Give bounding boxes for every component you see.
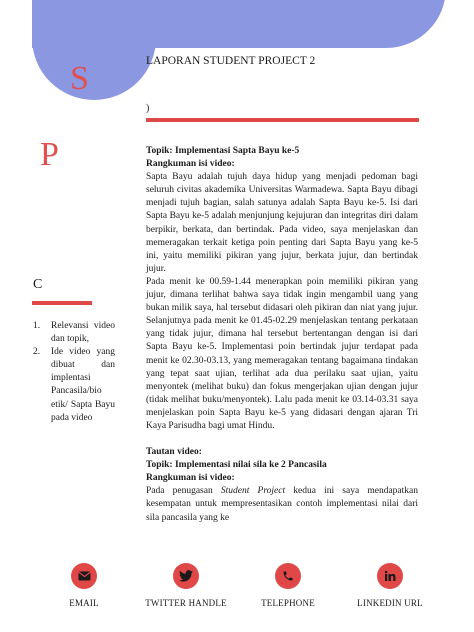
title-divider [146, 118, 419, 122]
list-item [33, 346, 115, 425]
contact-label-email: EMAIL [69, 598, 99, 608]
list-item [33, 320, 115, 346]
video-link-heading: Tautan video: [146, 447, 202, 458]
contact-email[interactable] [34, 563, 134, 608]
email-icon[interactable] [71, 563, 97, 589]
initial-letter-p: P [40, 136, 59, 173]
linkedin-icon[interactable] [377, 563, 403, 589]
contact-twitter[interactable] [136, 563, 236, 608]
twitter-icon[interactable] [173, 563, 199, 589]
list-item-number: 1. [33, 321, 41, 331]
sidebar-divider [32, 301, 92, 305]
subtitle-fragment: ) [146, 103, 150, 114]
initial-letter-c: C [33, 277, 43, 292]
list-item-text: Ide video yang dibuat dan implentasi Pancasila/bio etik/ Sapta Bayu pada video [51, 347, 115, 423]
list-item-number: 2. [33, 347, 41, 358]
list-item-text: Relevansi video dan topik, [51, 321, 115, 345]
paragraph-3-start: Pada penugasan [146, 486, 221, 497]
telephone-icon[interactable] [275, 563, 301, 589]
contact-label-linkedin: LINKEDIN URL [357, 598, 423, 608]
contact-telephone[interactable] [238, 563, 338, 608]
paragraph-3 [146, 485, 418, 524]
initial-letter-s: S [70, 60, 89, 97]
summary-heading-1: Rangkuman isi video: [146, 159, 235, 170]
main-content [146, 145, 418, 525]
paragraph-2: Pada menit ke 00.59-1.44 menerapkan poin memiliki pikiran yang jujur, dimana terlihat bahwa saya tidak ingin mengambil uang yang bukan milik saya, hal tersebut didasari oleh pikiran dan niat yang jujur. Selanjutnya pada menit ke 01.45-02.29 menjelaskan tentang perkataan yang tidak jujur, dimana hal tersebut bertentangan dengan isi dari Sapta Bayu ke-5. Implementasi poin bertindak jujur terdapat pada menit ke 02.30-03.13, yang memeragakan tentang bagaimana tindakan yang tepat saat ujian, terlihat ada dua perilaku saat ujian, yaitu menyontek (melihat buku) dan fokus mengerjakan ujian dengan jujur (tidak melihat buku/menyontek). Lalu pada menit ke 03.14-03.31 saya menjelaskan poin Sapta Bayu ke-5 yang didasari dengan ajaran Tri Kaya Parisudha bagi umat Hindu. [146, 276, 418, 431]
page-title: LAPORAN STUDENT PROJECT 2 [146, 55, 316, 67]
topic-heading-2: Topik: Implementasi nilai sila ke 2 Pancasila [146, 460, 327, 471]
contact-label-twitter: TWITTER HANDLE [145, 598, 227, 608]
paragraph-3-emphasis: Student Project [220, 486, 286, 497]
contact-linkedin[interactable] [340, 563, 440, 608]
decorative-circle [32, 0, 156, 100]
contact-label-telephone: TELEPHONE [261, 598, 315, 608]
criteria-list [33, 320, 115, 425]
paragraph-1: Sapta Bayu adalah tujuh daya hidup yang menjadi pedoman bagi seluruh civitas akademika Universitas Warmadewa. Sapta Bayu dibagi menjadi tujuh bagian, salah satunya adalah Sapta Bayu ke-5. Isi dari Sapta Bayu ke-5 adalah menjunjung kejujuran dan integritas diri dalam berpikir, berkata, dan bertindak. Pada video, saya menjelaskan dan memeragakan terkait ketiga poin penting dari Sapta Bayu yang ke-5 ini, yaitu memiliki pikiran yang jujur, berkata jujur, dan bertindak jujur. [146, 172, 418, 274]
summary-heading-2: Rangkuman isi video: [146, 473, 235, 484]
paragraph-3-end: kedua ini saya mendapatkan kesempatan untuk mempresentasikan contoh implementasi nilai dari sila pancasila yang ke [146, 486, 418, 523]
spacer [146, 433, 418, 446]
topic-heading-1: Topik: Implementasi Sapta Bayu ke-5 [146, 146, 300, 156]
